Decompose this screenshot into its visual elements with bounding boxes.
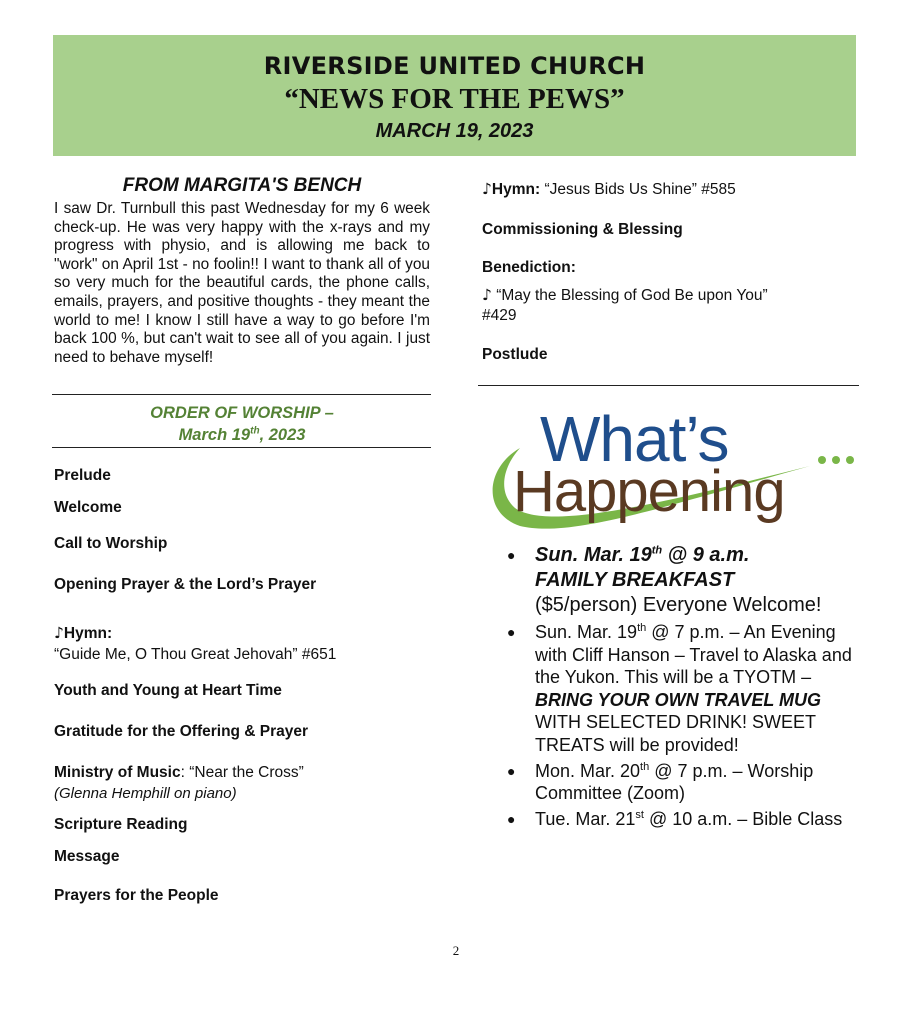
worship-item-hymn2: ♪Hymn: “Jesus Bids Us Shine” #585 — [482, 180, 736, 198]
music-note-icon: ♪ — [482, 286, 492, 304]
bullet-icon: ● — [507, 624, 516, 640]
music-note-icon: ♪ — [482, 180, 492, 198]
logo-line1: What’s — [540, 403, 729, 475]
music-note-icon: ♪ — [54, 624, 64, 642]
logo-dot-icon — [846, 456, 854, 464]
worship-item-music: Ministry of Music: “Near the Cross” — [54, 764, 304, 781]
event-item: ● Sun. Mar. 19th @ 7 p.m. – An Evening with Cliff Hanson – Travel to Alaska and the Yukon. This will be a TYOTM – BRING YOUR OWN TRAVEL MUG WITH SELECTED DRINK! SWEET TREATS will be provided! — [507, 622, 852, 755]
divider — [52, 447, 431, 448]
music-note-text: (Glenna Hemphill on piano) — [54, 785, 237, 802]
newsletter-banner — [53, 35, 856, 156]
newsletter-title: “NEWS FOR THE PEWS” — [284, 83, 625, 115]
order-of-worship-title — [54, 402, 430, 446]
benediction-song: ♪ “May the Blessing of God Be upon You” — [482, 286, 768, 304]
event-item: ● Tue. Mar. 21st @ 10 a.m. – Bible Class — [507, 808, 843, 829]
worship-item-gratitude: Gratitude for the Offering & Prayer — [54, 723, 309, 740]
order-title-line2: March 19th, 2023 — [178, 425, 306, 444]
worship-item-scripture: Scripture Reading — [54, 816, 188, 833]
newsletter-date: MARCH 19, 2023 — [375, 120, 534, 142]
worship-item-hymn1: ♪Hymn: — [54, 624, 113, 642]
worship-item-message: Message — [54, 848, 120, 865]
event-item: ● Sun. Mar. 19th @ 9 a.m. FAMILY BREAKFAST ($5/person) Everyone Welcome! — [507, 544, 822, 616]
worship-item-prayers: Prayers for the People — [54, 887, 219, 904]
worship-item-prelude: Prelude — [54, 467, 111, 484]
worship-item-commissioning: Commissioning & Blessing — [482, 221, 683, 238]
worship-item-benediction: Benediction: — [482, 259, 576, 276]
event-item: ● Mon. Mar. 20th @ 7 p.m. – Worship Committee (Zoom) — [507, 760, 814, 804]
worship-item-youth: Youth and Young at Heart Time — [54, 682, 282, 699]
page-number: 2 — [452, 943, 460, 958]
bullet-icon: ● — [507, 547, 516, 563]
worship-item-welcome: Welcome — [54, 499, 122, 516]
worship-item-call: Call to Worship — [54, 535, 168, 552]
worship-item-opening-prayer: Opening Prayer & the Lord’s Prayer — [54, 576, 317, 593]
events-list — [505, 543, 865, 833]
church-name: RIVERSIDE UNITED CHURCH — [263, 52, 646, 80]
divider — [52, 394, 431, 395]
worship-item-postlude: Postlude — [482, 346, 548, 363]
logo-dot-icon — [832, 456, 840, 464]
order-title-line1: ORDER OF WORSHIP – — [150, 404, 334, 422]
logo-line2: Happening — [513, 459, 785, 524]
hymn1-title: “Guide Me, O Thou Great Jehovah” #651 — [54, 646, 337, 663]
bench-title: FROM MARGITA'S BENCH — [122, 175, 362, 196]
bullet-icon: ● — [507, 810, 516, 827]
benediction-song-number: #429 — [482, 307, 517, 324]
divider — [478, 385, 859, 386]
bench-body: I saw Dr. Turnbull this past Wednesday for my 6 week check-up. He was very happy with the x-rays and my progress with physio, and is allowing me back to "work" on April 1st - no foolin!! I want to thank all of you so very much for the beautiful cards, the phone calls, emails, prayers, and positive thoughts - they meant the world to me! I know I still have a way to go before I'm back 100 %, but can't wait to see all of you again. I just need to behave myself! — [54, 200, 430, 366]
whats-happening-logo — [480, 398, 858, 533]
logo-dot-icon — [818, 456, 826, 464]
bullet-icon: ● — [507, 762, 516, 779]
